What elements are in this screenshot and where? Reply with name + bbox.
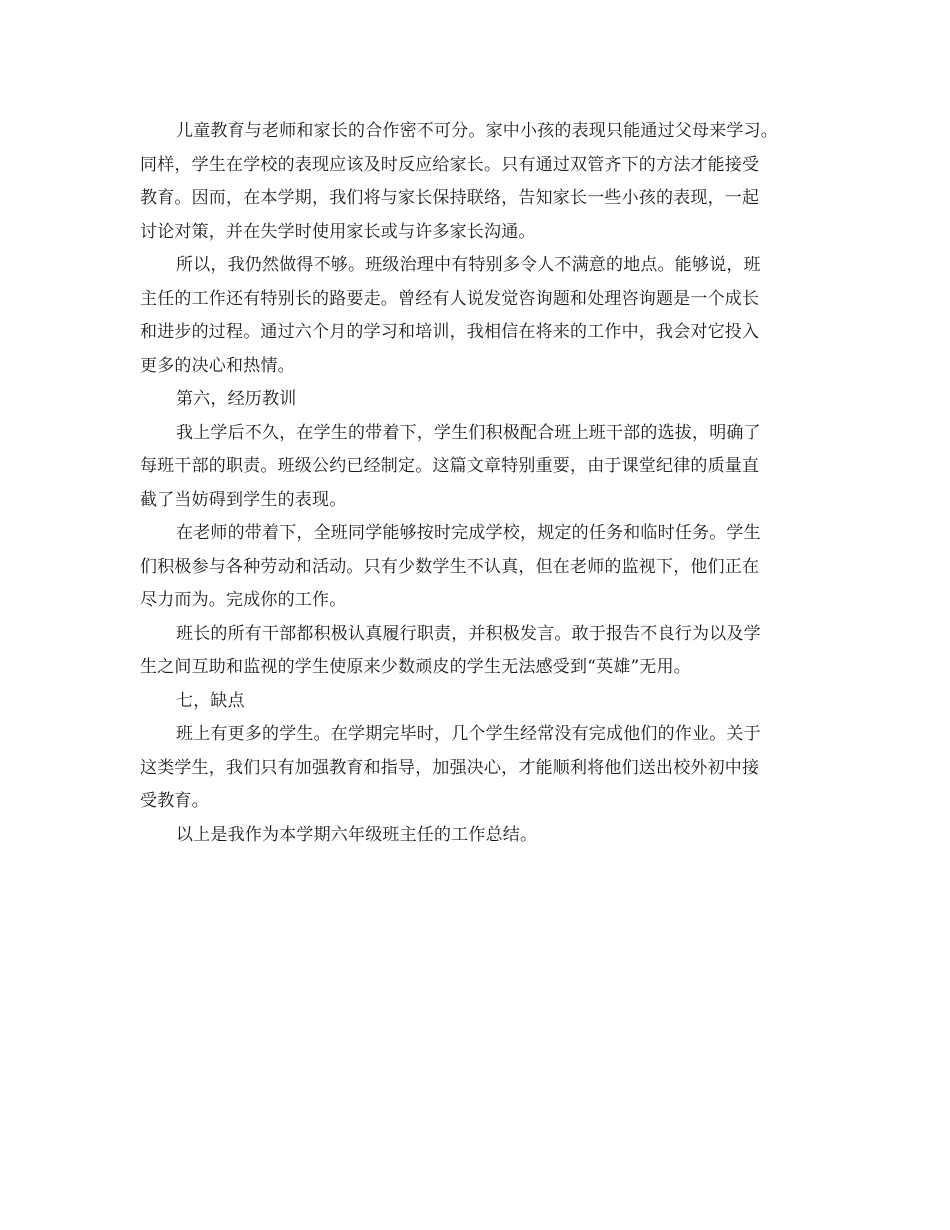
text-line: 所以，我仍然做得不够。班级治理中有特别多令人不满意的地点。能够说，班 <box>176 255 761 275</box>
document-body <box>140 115 820 852</box>
text-line: 这类学生，我们只有加强教育和指导，加强决心，才能顺利将他们送出校外初中接 <box>140 757 760 778</box>
text-line: 我上学后不久，在学生的带着下，学生们积极配合班上班干部的选拔，明确了 <box>176 422 761 443</box>
text-line: 以上是我作为本学期六年级班主任的工作总结。 <box>176 824 538 845</box>
text-line: 主任的工作还有特别长的路要走。曾经有人说发觉咨询题和处理咨询题是一个成长 <box>140 288 760 309</box>
text-line: 和进步的过程。通过六个月的学习和培训，我相信在将来的工作中，我会对它投入 <box>140 322 760 342</box>
text-line: 七，缺点 <box>176 690 245 711</box>
text-line: 教育。因而，在本学期，我们将与家长保持联络，告知家长一些小孩的表现，一起 <box>140 188 760 208</box>
text-line: 班长的所有干部都积极认真履行职责，并积极发言。敢于报告不良行为以及学 <box>176 623 761 644</box>
text-line: 同样，学生在学校的表现应该及时反应给家长。只有通过双管齐下的方法才能接受 <box>140 154 760 175</box>
text-line: 第六，经历教训 <box>176 389 297 409</box>
text-line: 生之间互助和监视的学生使原来少数顽皮的学生无法感受到“英雄”无用。 <box>140 657 691 677</box>
text-line: 在老师的带着下，全班同学能够按时完成学校，规定的任务和临时任务。学生 <box>176 523 761 543</box>
text-line: 讨论对策，并在失学时使用家长或与许多家长沟通。 <box>140 221 536 242</box>
text-line: 受教育。 <box>140 791 209 811</box>
text-line: 班上有更多的学生。在学期完毕时，几个学生经常没有完成他们的作业。关于 <box>176 724 761 744</box>
text-line: 每班干部的职责。班级公约已经制定。这篇文章特别重要，由于课堂纪律的质量直 <box>140 456 760 476</box>
text-line: 儿童教育与老师和家长的合作密不可分。家中小孩的表现只能通过父母来学习。 <box>176 121 778 141</box>
text-line: 截了当妨碍到学生的表现。 <box>140 489 347 510</box>
text-line: 们积极参与各种劳动和活动。只有少数学生不认真，但在老师的监视下，他们正在 <box>140 556 760 577</box>
text-line: 更多的决心和热情。 <box>140 355 295 376</box>
text-line: 尽力而为。完成你的工作。 <box>140 590 347 610</box>
